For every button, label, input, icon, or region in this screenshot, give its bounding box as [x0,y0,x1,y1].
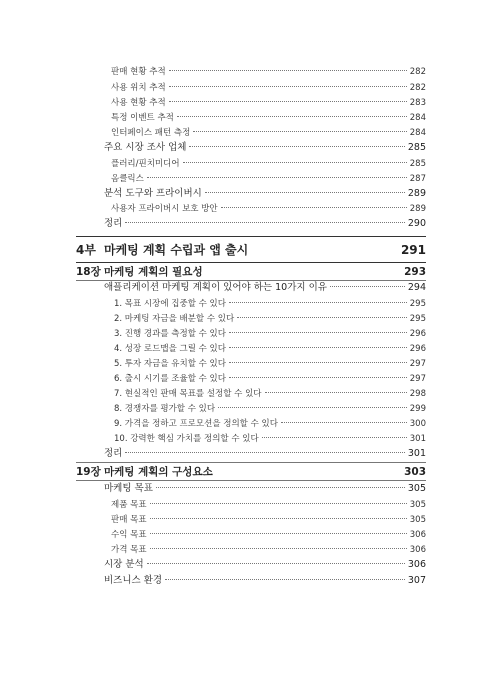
toc-entry: 마케팅 목표 305 [104,483,426,494]
toc-entry: 판매 목표 305 [111,515,426,525]
toc-entry: 사용 위치 추적 282 [111,83,426,93]
toc-entry: 사용 현황 추적 283 [111,98,426,108]
chapter-heading: 18장 마케팅 계획의 필요성 293 [76,266,426,278]
toc-entry: 5. 투자 자금을 유치할 수 있다 297 [114,359,426,369]
toc-entry: 정리 301 [104,448,426,459]
toc-entry: 6. 출시 시기를 조율할 수 있다 297 [114,374,426,384]
toc-entry: 7. 현실적인 판매 목표를 설정할 수 있다 298 [114,389,426,399]
chapter-heading: 19장 마케팅 계획의 구성요소 303 [76,466,426,478]
toc-entry: 플러리/핀치미디어 285 [111,159,426,169]
toc-entry: 특정 이벤트 추적 284 [111,113,426,123]
toc-entry: 분석 도구와 프라이버시 289 [104,188,426,199]
toc-entry: 수익 목표 306 [111,530,426,540]
toc-entry: 판매 현황 추적 282 [111,67,426,77]
toc-entry: 주요 시장 조사 업체 285 [104,142,426,153]
toc-entry: 3. 진행 경과를 측정할 수 있다 296 [114,329,426,339]
toc-entry: 9. 가격을 정하고 프로모션을 정의할 수 있다 300 [114,419,426,429]
toc-entry: 옴클릭스 287 [111,174,426,184]
toc-entry: 2. 마케팅 자금을 배분할 수 있다 295 [114,314,426,324]
toc-entry: 1. 목표 시장에 집중할 수 있다 295 [114,299,426,309]
section-divider [76,462,426,463]
toc-entry: 가격 목표 306 [111,545,426,555]
toc-entry: 시장 분석 306 [104,559,426,570]
toc-entry: 애플리케이션 마케팅 계획이 있어야 하는 10가지 이유 294 [104,282,426,293]
toc-entry: 사용자 프라이버시 보호 방안 289 [111,204,426,214]
toc-entry: 4. 성장 로드맵을 그릴 수 있다 296 [114,344,426,354]
toc-entry: 비즈니스 환경 307 [104,575,426,586]
toc-entry: 10. 강력한 핵심 가치를 정의할 수 있다 301 [114,434,426,444]
toc-entry: 정리 290 [104,218,426,229]
toc-entry: 제품 목표 305 [111,500,426,510]
section-divider [76,236,426,237]
toc-entry: 8. 경쟁자를 평가할 수 있다 299 [114,404,426,414]
toc-entry: 인터페이스 패턴 측정 284 [111,128,426,138]
section-divider [76,262,426,263]
part-heading: 4부 마케팅 계획 수립과 앱 출시 291 [76,243,426,257]
